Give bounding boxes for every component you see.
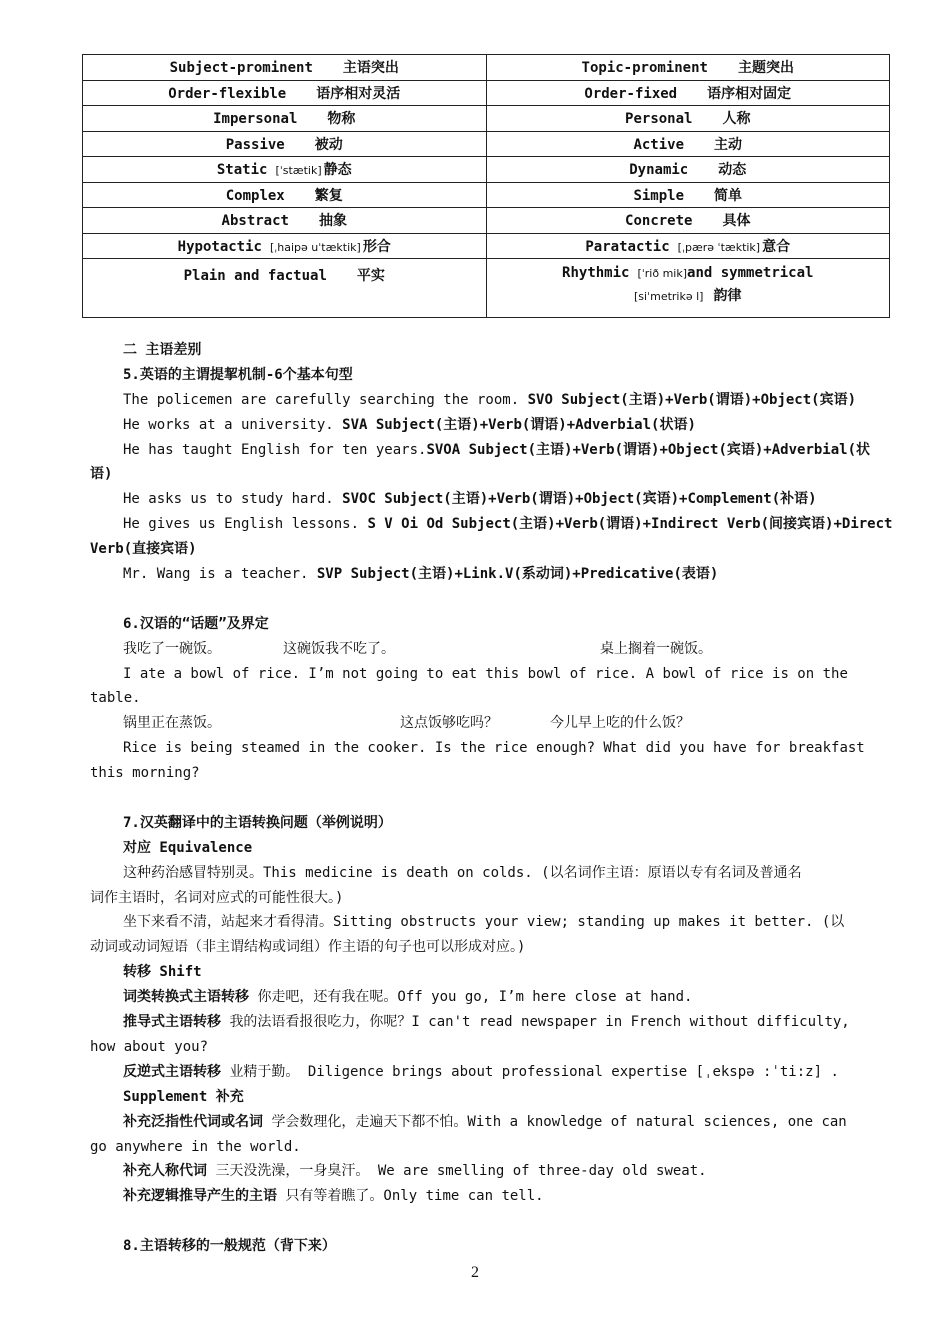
cell-second-line bbox=[487, 285, 890, 305]
paragraph-cont: 动词或动词短语（非主谓结构或词组）作主语的句子也可以形成对应。) bbox=[90, 939, 526, 956]
table-cell-left bbox=[83, 106, 487, 132]
english-translation: Rice is being steamed in the cooker. Is the rice enough? What did you have for breakfast bbox=[123, 740, 865, 757]
phonetic: [siˈmetrikə l] bbox=[634, 290, 704, 303]
term-chinese: 韵律 bbox=[713, 288, 742, 304]
term-english: Complex bbox=[225, 187, 285, 204]
english-translation-cont: this morning? bbox=[90, 765, 200, 782]
table-cell-left bbox=[83, 157, 487, 183]
table-row bbox=[83, 55, 890, 81]
pattern-example: He works at a university. SVA Subject(主语)+Verb(谓语)+Adverbial(状语) bbox=[123, 416, 696, 433]
term-english: Impersonal bbox=[213, 111, 298, 128]
table-cell-right bbox=[486, 157, 890, 183]
table-cell-left bbox=[83, 55, 487, 81]
term-english: Passive bbox=[225, 136, 285, 153]
section-heading: 二 主语差别 bbox=[123, 342, 202, 358]
term-english: Static bbox=[216, 162, 268, 179]
term-chinese: 简单 bbox=[714, 187, 743, 204]
table-cell-left bbox=[83, 182, 487, 208]
phonetic: [ˌpærə ˈtæktik] bbox=[677, 240, 761, 254]
table-cell-left bbox=[83, 80, 487, 106]
term-chinese: 形合 bbox=[362, 238, 391, 255]
term-chinese: 意合 bbox=[762, 238, 791, 255]
pattern-continuation: Verb(直接宾语) bbox=[90, 541, 197, 558]
term-english: Simple bbox=[633, 187, 685, 204]
phonetic: [ˈrið mik] bbox=[637, 267, 688, 280]
term-english: Concrete bbox=[625, 213, 693, 230]
table-row bbox=[83, 233, 890, 259]
supplement-example: 补充人称代词 三天没洗澡，一身臭汗。 We are smelling of three-day old sweat. bbox=[123, 1163, 707, 1180]
term-chinese: 语序相对固定 bbox=[707, 85, 792, 102]
page-number: 2 bbox=[471, 1264, 479, 1281]
term-chinese: 具体 bbox=[722, 213, 751, 230]
table-cell-right bbox=[486, 259, 890, 318]
shift-example: 词类转换式主语转移 你走吧，还有我在呢。Off you go, I’m here close at hand. bbox=[123, 989, 693, 1006]
term-english: Active bbox=[633, 136, 685, 153]
term-english: Paratactic bbox=[585, 238, 670, 255]
phonetic: [ˈstætik] bbox=[275, 164, 322, 178]
term-english-cont: and symmetrical bbox=[687, 265, 814, 281]
subsection-heading: 5.英语的主谓提挈机制-6个基本句型 bbox=[123, 366, 353, 383]
shift-example-cont: how about you? bbox=[90, 1038, 209, 1055]
table-cell-right bbox=[486, 233, 890, 259]
term-english: Hypotactic bbox=[177, 238, 262, 255]
term-english: Personal bbox=[625, 111, 693, 128]
table-cell-right bbox=[486, 182, 890, 208]
chinese-examples: 锅里正在蒸饭。 这点饭够吃吗？ 今儿早上吃的什么饭？ bbox=[123, 715, 690, 732]
shift-example: 推导式主语转移 我的法语看报很吃力，你呢？I can't read newspaper in French without difficulty, bbox=[123, 1014, 850, 1031]
supplement-example: 补充泛指性代词或名词 学会数理化，走遍天下都不怕。With a knowledge of natural sciences, one can bbox=[123, 1113, 847, 1130]
term-chinese: 动态 bbox=[718, 162, 747, 179]
supplement-example: 补充逻辑推导产生的主语 只有等着瞧了。Only time can tell. bbox=[123, 1188, 544, 1205]
table-cell-right bbox=[486, 55, 890, 81]
term-english: Order-flexible bbox=[168, 85, 287, 102]
pattern-continuation: 语) bbox=[90, 466, 113, 483]
category-label: 转移 Shift bbox=[123, 964, 202, 981]
shift-example: 反逆式主语转移 业精于勤。 Diligence brings about professional expertise [ˌekspə :ˈti:z] . bbox=[123, 1063, 839, 1080]
body-text bbox=[90, 338, 893, 1259]
chinese-examples: 我吃了一碗饭。 这碗饭我不吃了。 桌上搁着一碗饭。 bbox=[123, 640, 712, 657]
subsection-heading: 6.汉语的“话题”及界定 bbox=[123, 615, 269, 632]
supplement-example-cont: go anywhere in the world. bbox=[90, 1138, 301, 1155]
table-row bbox=[83, 80, 890, 106]
pattern-example: Mr. Wang is a teacher. SVP Subject(主语)+Link.V(系动词)+Predicative(表语) bbox=[123, 566, 719, 583]
table-row bbox=[83, 208, 890, 234]
term-chinese: 平实 bbox=[356, 268, 385, 284]
table-cell-right bbox=[486, 80, 890, 106]
table-row bbox=[83, 259, 890, 318]
table-cell-left bbox=[83, 208, 487, 234]
term-chinese: 物称 bbox=[327, 111, 356, 128]
category-label: 对应 Equivalence bbox=[123, 839, 253, 856]
table-cell-right bbox=[486, 208, 890, 234]
term-chinese: 主动 bbox=[714, 136, 743, 153]
term-english: Order-fixed bbox=[584, 85, 678, 102]
term-english: Topic-prominent bbox=[581, 60, 708, 77]
english-translation-cont: table. bbox=[90, 690, 141, 707]
table-cell-right bbox=[486, 131, 890, 157]
table-row bbox=[83, 182, 890, 208]
table-cell-left bbox=[83, 131, 487, 157]
term-english: Subject-prominent bbox=[169, 60, 313, 77]
table-row bbox=[83, 131, 890, 157]
term-chinese: 主语突出 bbox=[342, 60, 399, 77]
term-chinese: 被动 bbox=[314, 136, 343, 153]
subsection-heading: 7.汉英翻译中的主语转换问题（举例说明） bbox=[123, 814, 392, 831]
term-english: Dynamic bbox=[629, 162, 689, 179]
pattern-example: He gives us English lessons. S V Oi Od Subject(主语)+Verb(谓语)+Indirect Verb(间接宾语)+Direct bbox=[123, 516, 893, 533]
paragraph: 坐下来看不清，站起来才看得清。Sitting obstructs your view; standing up makes it better. (以 bbox=[123, 914, 845, 931]
table-row bbox=[83, 106, 890, 132]
paragraph: 这种药治感冒特别灵。This medicine is death on colds. (以名词作主语：原语以专有名词及普通名 bbox=[123, 864, 802, 881]
paragraph-cont: 词作主语时，名词对应式的可能性很大。) bbox=[90, 889, 344, 906]
table-cell-left bbox=[83, 233, 487, 259]
pattern-example: He asks us to study hard. SVOC Subject(主语)+Verb(谓语)+Object(宾语)+Complement(补语) bbox=[123, 491, 817, 508]
term-chinese: 人称 bbox=[722, 111, 751, 128]
term-chinese: 语序相对灵活 bbox=[316, 85, 401, 102]
category-label: Supplement 补充 bbox=[123, 1088, 244, 1105]
table-row bbox=[83, 157, 890, 183]
pattern-example: He has taught English for ten years.SVOA Subject(主语)+Verb(谓语)+Object(宾语)+Adverbial(状 bbox=[123, 441, 871, 458]
term-chinese: 静态 bbox=[323, 162, 352, 179]
term-english: Rhythmic bbox=[562, 265, 630, 281]
term-english: Plain and factual bbox=[183, 268, 327, 284]
term-chinese: 主题突出 bbox=[737, 60, 794, 77]
comparison-table bbox=[82, 54, 890, 318]
english-translation: I ate a bowl of rice. I’m not going to eat this bowl of rice. A bowl of rice is on the bbox=[123, 665, 848, 682]
table-cell-right bbox=[486, 106, 890, 132]
term-chinese: 繁复 bbox=[314, 187, 343, 204]
term-chinese: 抽象 bbox=[318, 213, 347, 230]
table-cell-left bbox=[83, 259, 487, 318]
subsection-heading: 8.主语转移的一般规范（背下来） bbox=[123, 1238, 336, 1255]
phonetic: [ˌhaipə uˈtæktik] bbox=[269, 240, 361, 254]
term-english: Abstract bbox=[221, 213, 289, 230]
pattern-example: The policemen are carefully searching the room. SVO Subject(主语)+Verb(谓语)+Object(宾语) bbox=[123, 391, 857, 408]
